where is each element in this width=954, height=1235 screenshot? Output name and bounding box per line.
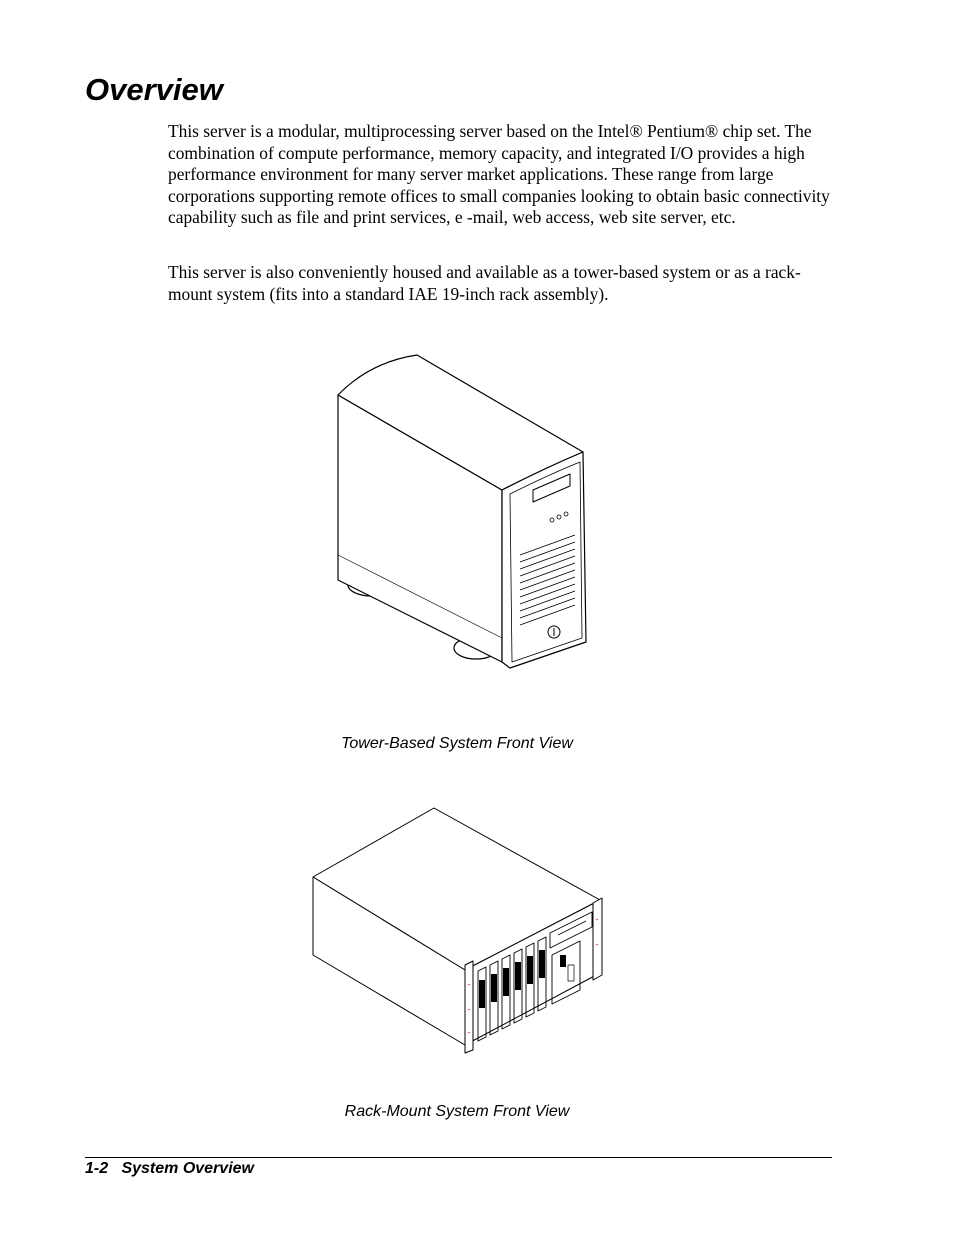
tower-server-illustration (330, 350, 595, 670)
rack-figure-caption: Rack-Mount System Front View (344, 1103, 570, 1120)
tower-figure-caption: Tower-Based System Front View (341, 735, 573, 752)
housing-paragraph: This server is also conveniently housed and available as a tower-based system or as a rack-mount system (fits into a standard IAE 19-inch rack assembly). (168, 262, 801, 304)
footer-page-label: 1-2 System Overview (85, 1160, 254, 1177)
intro-paragraph: This server is a modular, multiprocessing server based on the Intel® Pentium® chip set. The combination of compute performance, memory capacity, and integrated I/O provides a high performance environment for many server market applications. These range from large corporations supporting remote offices to small companies looking to obtain basic connectivity capability such as file and print services, e -mail, web access, web site server, etc. (168, 121, 830, 228)
rack-server-illustration (310, 805, 610, 1055)
footer-rule (85, 1157, 832, 1158)
page-heading: Overview (85, 72, 223, 107)
